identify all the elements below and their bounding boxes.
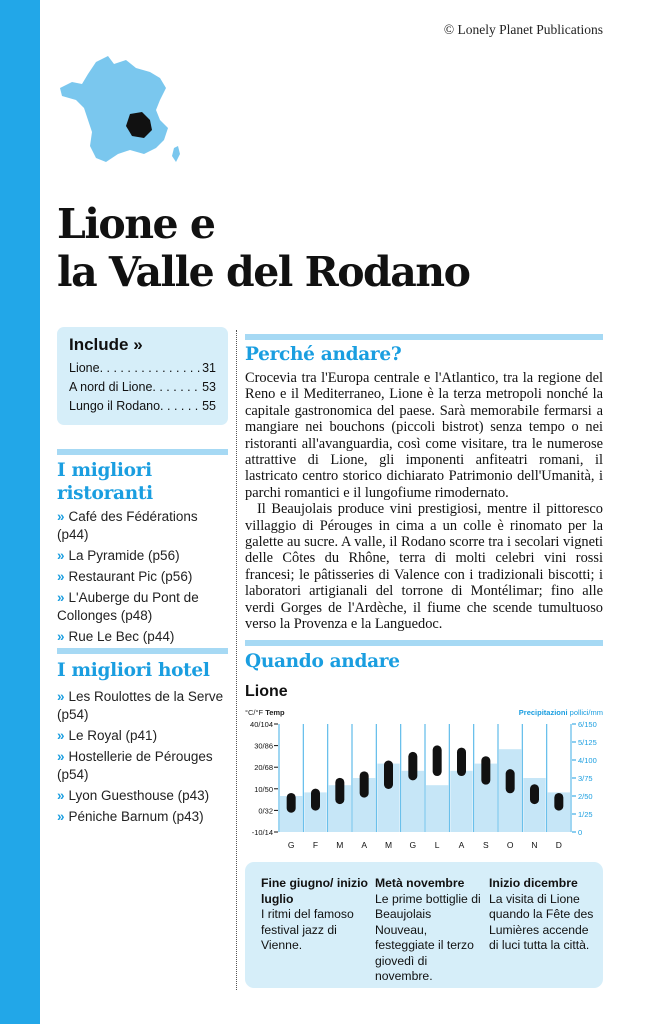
list-item[interactable]: » Péniche Barnum (p43): [57, 809, 204, 824]
temp-tick-label: 10/50: [254, 784, 273, 794]
event-item: Fine giugno/ inizio luglio I ritmi del famoso festival jazz di Vienne.: [261, 876, 368, 952]
month-label: M: [336, 840, 344, 850]
temp-tick-label: 0/32: [258, 806, 273, 816]
precip-tick-label: 0: [578, 828, 583, 837]
month-label: M: [384, 840, 393, 850]
temp-tick-label: 30/86: [254, 741, 273, 751]
hotels-heading: I migliori hotel: [57, 660, 210, 681]
include-item[interactable]: A nord di Lione . . . 53: [69, 378, 216, 397]
include-item[interactable]: Lione . . . 31: [69, 359, 216, 378]
temp-tick-label: 40/104: [250, 720, 273, 729]
month-label: F: [312, 840, 319, 850]
list-item[interactable]: » Café des Fédérations (p44): [57, 509, 198, 542]
event-item: Inizio dicembre La visita di Lione quando la Fête des Lumières accende di luci tutta la città.: [489, 876, 594, 952]
list-item[interactable]: » L'Auberge du Pont de Collonges (p48): [57, 590, 199, 623]
precip-tick-label: 3/75: [578, 774, 593, 783]
when-heading: Quando andare: [245, 651, 400, 672]
left-color-bar: [0, 0, 40, 1024]
include-box: [57, 327, 228, 425]
temp-axis-label: °C/°F Temp: [245, 708, 285, 717]
why-heading: Perché andare?: [245, 344, 402, 365]
list-item[interactable]: » Lyon Guesthouse (p43): [57, 788, 210, 803]
climate-chart: [245, 716, 605, 856]
list-item[interactable]: » Les Roulottes de la Serve (p54): [57, 689, 224, 722]
list-item[interactable]: » Le Royal (p41): [57, 728, 158, 743]
month-label: O: [506, 840, 514, 850]
precip-tick-label: 1/25: [578, 810, 593, 819]
month-label: G: [409, 840, 417, 850]
month-label: A: [361, 840, 368, 850]
chart-title: Lione: [245, 683, 288, 700]
precip-tick-label: 6/150: [578, 720, 597, 729]
list-item[interactable]: » Restaurant Pic (p56): [57, 569, 193, 584]
month-label: L: [434, 840, 440, 850]
section-rule: [245, 640, 603, 646]
section-rule: [245, 334, 603, 340]
event-item: Metà novembre Le prime bottiglie di Beaujolais Nouveau, festeggiate il terzo giovedì di novembre.: [375, 876, 481, 983]
events-box: [245, 862, 603, 988]
restaurants-heading: I migliori ristoranti: [57, 460, 153, 504]
page-title: Lione e la Valle del Rodano: [57, 200, 470, 296]
list-item[interactable]: » Hostellerie de Pérouges (p54): [57, 749, 213, 782]
restaurants-list: [57, 508, 232, 649]
section-rule: [57, 648, 228, 654]
include-title: Include »: [69, 335, 143, 354]
precip-tick-label: 5/125: [578, 738, 597, 747]
temp-tick-label: 20/68: [254, 763, 273, 773]
paragraph: Crocevia tra l'Europa centrale e l'Atlantico, tra la regione del Reno e il Mediterraneo, Lione è la terza metropoli nonché la capitale gastronomica del paese. Sarà memorabile fermarsi a mangiare nei bouchons (piccoli bistrot) senza tempo o nei ristoranti all'avanguardia, così come visitare, tra le numerose attrattive di Lione, gli imponenti anfiteatri romani, il lastricato centro storico dichiarato Patrimonio dell'Umanità, i parchi romantici e il lungofiume rimodernato.: [245, 370, 603, 501]
list-item[interactable]: » Rue Le Bec (p44): [57, 629, 175, 644]
month-label: N: [531, 840, 538, 850]
list-item[interactable]: » La Pyramide (p56): [57, 548, 180, 563]
precip-bar: [450, 771, 472, 832]
why-body: [245, 370, 603, 633]
section-rule: [57, 449, 228, 455]
month-label: G: [287, 840, 295, 850]
column-divider: [236, 330, 237, 990]
precip-tick-label: 4/100: [578, 756, 597, 765]
month-label: D: [555, 840, 562, 850]
month-label: A: [458, 840, 465, 850]
france-map-icon: [56, 50, 184, 165]
precip-axis-label: Precipitazioni pollici/mm: [518, 708, 603, 717]
precip-bar: [426, 785, 448, 832]
precip-tick-label: 2/50: [578, 792, 593, 801]
copyright-notice: © Lonely Planet Publications: [443, 22, 603, 37]
hotels-list: [57, 688, 232, 829]
month-label: S: [482, 840, 489, 850]
paragraph: Il Beaujolais produce vini prestigiosi, mentre il pittoresco villaggio di Pérouges in cima a un colle è rinomato per la galette au sucre. A valle, il Rodano scorre tra i secolari vigneti delle Côtes du Rhône, terra di molti celebri vini rossi francesi; le pâtisseries di Valence con i tradizionali biscotti; i laboratori artigianali del torrone di Montélimar; fino alle verdi Gorges de l'Ardèche, il fiume che scende tumultuoso verso la Provenza e la Languedoc.: [245, 501, 603, 633]
include-item[interactable]: Lungo il Rodano . . . 55: [69, 397, 216, 416]
temp-tick-label: -10/14: [251, 828, 273, 837]
